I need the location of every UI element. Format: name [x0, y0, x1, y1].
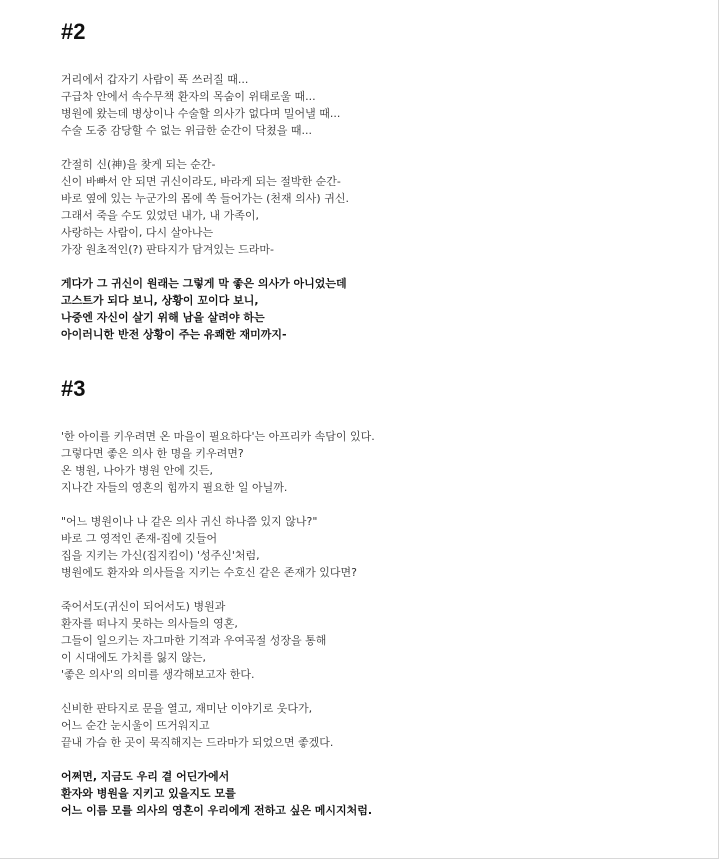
text-line: 신이 바빠서 안 되면 귀신이라도, 바라게 되는 절박한 순간- [61, 175, 341, 188]
text-line: 그래서 죽을 수도 있었던 내가, 내 가족이, [61, 209, 259, 222]
section-3-emphasis-paragraph [61, 768, 701, 819]
section-2-body [61, 71, 701, 343]
text-line: 수술 도중 감당할 수 없는 위급한 순간이 닥쳤을 때... [61, 124, 312, 137]
section-2-paragraph [61, 156, 701, 258]
text-line: 사랑하는 사람이, 다시 살아나는 [61, 226, 214, 239]
text-line: '좋은 의사'의 의미를 생각해보고자 한다. [61, 668, 255, 681]
section-3-paragraph [61, 700, 701, 751]
text-line: 지나간 자들의 영혼의 힘까지 필요한 일 아닐까. [61, 481, 288, 494]
section-3-body [61, 428, 701, 819]
text-line: 간절히 신(神)을 찾게 되는 순간- [61, 158, 216, 171]
text-line: 이 시대에도 가치를 잃지 않는, [61, 651, 206, 664]
text-line: 거리에서 갑자기 사람이 푹 쓰러질 때... [61, 73, 249, 86]
text-line: 환자와 병원을 지키고 있을지도 모를 [61, 787, 236, 800]
text-line: 게다가 그 귀신이 원래는 그렇게 막 좋은 의사가 아니었는데 [61, 277, 347, 290]
text-line: 어쩌면, 지금도 우리 곁 어딘가에서 [61, 770, 230, 783]
text-line: 그들이 일으키는 자그마한 기적과 우여곡절 성장을 통해 [61, 634, 327, 647]
text-line: 온 병원, 나아가 병원 안에 깃든, [61, 464, 213, 477]
document-content [61, 18, 701, 819]
text-line: 바로 그 영적인 존재-집에 깃들어 [61, 532, 218, 545]
text-line: 바로 옆에 있는 누군가의 몸에 쏙 들어가는 (천재 의사) 귀신. [61, 192, 349, 205]
text-line: 끝내 가슴 한 곳이 묵직해지는 드라마가 되었으면 좋겠다. [61, 736, 334, 749]
section-3-paragraph [61, 598, 701, 683]
text-line: '한 아이를 키우려면 온 마을이 필요하다'는 아프리카 속담이 있다. [61, 430, 375, 443]
text-line: 병원에 왔는데 병상이나 수술할 의사가 없다며 밀어낼 때... [61, 107, 341, 120]
text-line: 집을 지키는 가신(집지킴이) '성주신'처럼, [61, 549, 260, 562]
section-3-paragraph [61, 513, 701, 581]
text-line: 병원에도 환자와 의사들을 지키는 수호신 같은 존재가 있다면? [61, 566, 357, 579]
text-line: 신비한 판타지로 문을 열고, 재미난 이야기로 웃다가, [61, 702, 313, 715]
text-line: 구급차 안에서 속수무책 환자의 목숨이 위태로울 때... [61, 90, 316, 103]
text-line: 죽어서도(귀신이 되어서도) 병원과 [61, 600, 226, 613]
text-line: "어느 병원이나 나 같은 의사 귀신 하나쯤 있지 않나?" [61, 515, 318, 528]
text-line: 나중엔 자신이 살기 위해 남을 살려야 하는 [61, 311, 265, 324]
text-line: 어느 순간 눈시울이 뜨거워지고 [61, 719, 210, 732]
text-line: 아이러니한 반전 상황이 주는 유쾌한 재미까지- [61, 328, 287, 341]
section-3-heading: #3 [61, 376, 86, 401]
text-line: 환자를 떠나지 못하는 의사들의 영혼, [61, 617, 238, 630]
text-line: 그렇다면 좋은 의사 한 명을 키우려면? [61, 447, 244, 460]
text-line: 고스트가 되다 보니, 상황이 꼬이다 보니, [61, 294, 259, 307]
text-line: 어느 이름 모를 의사의 영혼이 우리에게 전하고 싶은 메시지처럼. [61, 804, 373, 817]
section-2-heading: #2 [61, 19, 86, 44]
text-line: 가장 원초적인(?) 판타지가 담겨있는 드라마- [61, 243, 275, 256]
section-3-paragraph [61, 428, 701, 496]
section-2-emphasis-paragraph [61, 275, 701, 343]
section-2-paragraph [61, 71, 701, 139]
